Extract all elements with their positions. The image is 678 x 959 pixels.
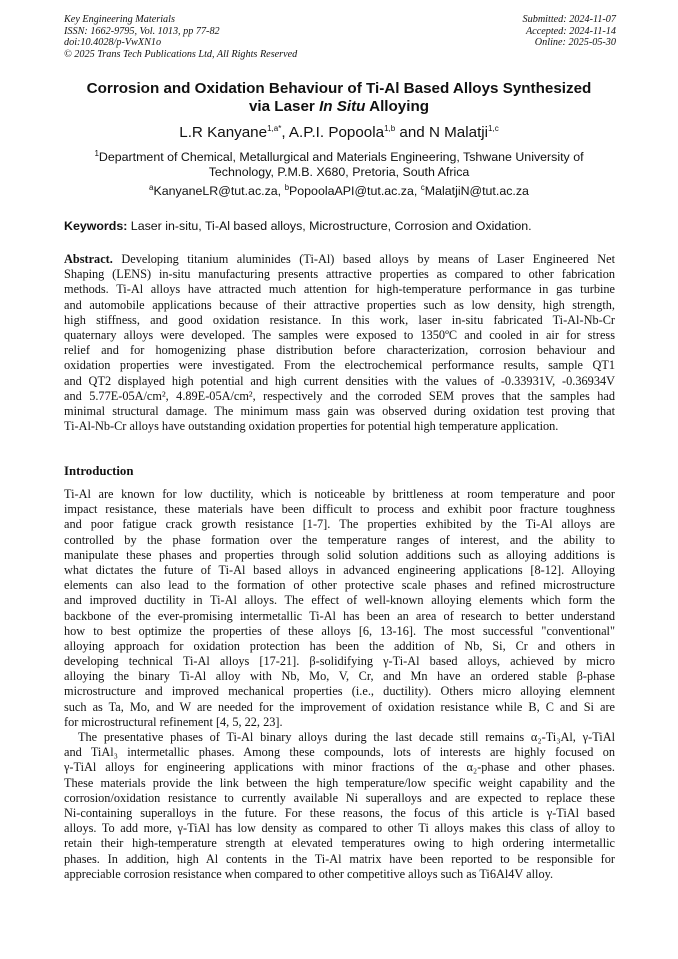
title-text: Alloying bbox=[365, 98, 430, 115]
keywords-text: Laser in-situ, Ti-Al based alloys, Microstructure, Corrosion and Oxidation. bbox=[127, 219, 532, 233]
abstract-line: and QT2 displayed high potential and high current densities with the values of -0.33931V, -0.36934V bbox=[64, 373, 615, 388]
submitted-date: Submitted: 2024-11-07 bbox=[522, 14, 616, 25]
abstract-line: high stiffness, and good oxidation resistance. In this work, laser in-situ fabricated Ti-Al-Nb-Cr bbox=[64, 312, 615, 327]
intro-line: how to best optimize the properties of these alloys [6, 13-16]. The most successful "conventional" bbox=[64, 623, 615, 638]
introduction-body bbox=[64, 487, 615, 882]
author-name: N Malatji bbox=[428, 124, 489, 141]
paper-title bbox=[40, 80, 638, 116]
email-link[interactable]: MalatjiN@tut.ac.za bbox=[424, 184, 529, 198]
affiliation-line-2: Technology, P.M.B. X680, Pretoria, South Africa bbox=[208, 165, 470, 179]
author-separator: , bbox=[281, 124, 289, 141]
accepted-date: Accepted: 2024-11-14 bbox=[525, 25, 616, 37]
intro-line: These materials provide the link between the high temperature/low specific weight capability and the bbox=[64, 775, 615, 790]
intro-line: microstructure and improved mechanical properties (i.e., ductility). Others micro alloying elemnent bbox=[64, 684, 615, 699]
intro-line: Ni-containing superalloys in the future. For these reasons, the focus of this article is γ-TiAl based bbox=[64, 805, 615, 820]
intro-line: elements can also lead to the formation of other protective scale phases and refined microstructure bbox=[64, 578, 615, 593]
intro-line: impact resistance, these materials have been difficult to process and exhibit poor fracture toughness bbox=[64, 502, 615, 517]
abstract-line: methods. Ti-Al alloys have attracted much attention for high-temperature performance in gas turbine bbox=[64, 282, 615, 297]
email-link[interactable]: PopoolaAPI@tut.ac.za, bbox=[289, 184, 421, 198]
keywords-label: Keywords: bbox=[64, 219, 128, 233]
author-name: A.P.I. Popoola bbox=[288, 124, 385, 141]
intro-line: Ti-Al are known for low ductility, which is noticeable by brittleness at room temperature and poor bbox=[64, 487, 615, 501]
affiliation-marker: 1 bbox=[94, 148, 99, 158]
title-line-1: Corrosion and Oxidation Behaviour of Ti-Al Based Alloys Synthesized bbox=[86, 80, 592, 97]
abstract-line: and 5.77E-05A/cm², 4.89E-05A/cm², respectively and the corroded SEM proves that the samples had bbox=[64, 388, 615, 403]
title-italic-text: In Situ bbox=[319, 98, 366, 115]
intro-line: alloying the binary Ti-Al alloy with Nb, Mo, V, Cr, and Mn have an ordered stable β-phase bbox=[64, 669, 615, 684]
journal-header-right bbox=[523, 14, 616, 49]
intro-line: phases. In addition, high Al contents in the Ti-Al matrix have been reported to be responsible for bbox=[64, 851, 615, 866]
intro-line: developing technical Ti-Al alloys [17-21]. β-solidifying γ-Ti-Al based alloys, achieved by micro bbox=[64, 654, 615, 669]
abstract-line: relief and for homogenizing phase distribution before characterization, corrosion behaviour and bbox=[64, 343, 615, 358]
affiliation-line-1 bbox=[84, 150, 594, 165]
author-affil-marker: 1,b bbox=[384, 123, 396, 133]
abstract-line: Shaping (LENS) in-situ manufacturing presents attractive properties as compared to other fabrication bbox=[64, 267, 615, 282]
intro-line: γ-TiAl alloys for engineering applications with minor fractions of the α₂-phase and other phases. bbox=[64, 760, 615, 775]
intro-line: appreciable corrosion resistance when compared to other competitive alloys such as Ti6Al4V alloy. bbox=[64, 866, 554, 881]
author-name: L.R Kanyane bbox=[179, 124, 268, 141]
author-emails bbox=[40, 184, 638, 199]
abstract-text: Developing titanium aluminides (Ti-Al) based alloys by means of Laser Engineered Net bbox=[112, 252, 615, 266]
email-marker: a bbox=[149, 182, 154, 192]
intro-line: corrosion/oxidation resistance to currently available Ni superalloys and are expected to replace these bbox=[64, 790, 615, 805]
abstract bbox=[64, 252, 615, 434]
journal-header-left bbox=[64, 14, 297, 60]
intro-line: and TiAl₃ intermetallic phases. Among these compounds, lots of interests are highly focused on bbox=[64, 745, 615, 760]
abstract-label: Abstract. bbox=[64, 252, 113, 266]
author-affil-marker: 1,a* bbox=[267, 123, 282, 133]
author-affil-marker: 1,c bbox=[488, 123, 499, 133]
keywords bbox=[64, 219, 624, 234]
intro-line: for microstructural refinement [4, 5, 22, 23]. bbox=[64, 714, 283, 729]
journal-name: Key Engineering Materials bbox=[64, 14, 175, 25]
author-list bbox=[40, 124, 638, 142]
email-marker: b bbox=[284, 182, 290, 192]
email-marker: c bbox=[420, 182, 425, 192]
author-separator: and bbox=[395, 124, 429, 141]
intro-line: retain their high-temperature strength at elevated temperatures owing to high ordering intermetallic bbox=[64, 836, 615, 851]
abstract-line bbox=[64, 252, 615, 267]
abstract-line: Ti-Al-Nb-Cr alloys have outstanding oxidation properties for potential high temperature application. bbox=[64, 419, 559, 434]
intro-line: such as Ta, Mo, and W are needed for the improvement of oxidation resistance while B, C and Si are bbox=[64, 699, 615, 714]
issn-volume: ISSN: 1662-9795, Vol. 1013, pp 77-82 bbox=[64, 25, 220, 37]
abstract-line: quaternary alloys were developed. The samples were exposed to 1350ºC and cooled in air for stress bbox=[64, 327, 615, 342]
affiliation bbox=[84, 150, 594, 180]
intro-line: The presentative phases of Ti-Al binary alloys during the last decade still remains α₂-Ti₃Al, γ-TiAl bbox=[78, 730, 615, 744]
abstract-line: minimal structural damage. The minimum mass gain was observed during oxidation test proving that bbox=[64, 403, 615, 418]
copyright: © 2025 Trans Tech Publications Ltd, All Rights Reserved bbox=[64, 48, 298, 60]
intro-line: alloying approach for oxidation protection has been the addition of Nb, Si, Cr and others in bbox=[64, 638, 615, 653]
intro-line: and improved ductility in Ti-Al alloys. The effect of well-known alloying elements which form the bbox=[64, 593, 615, 608]
intro-line: manipulate these phases and properties through solid solution additions such as alloying additions is bbox=[64, 547, 615, 562]
abstract-line: and automobile applications because of their attractive properties such as low density, high strength, bbox=[64, 297, 615, 312]
email-link[interactable]: KanyaneLR@tut.ac.za, bbox=[153, 184, 285, 198]
intro-line: and poor fatigue crack growth resistance [1-7]. The properties exhibited by the Ti-Al alloys are bbox=[64, 517, 615, 532]
section-heading-introduction: Introduction bbox=[64, 464, 134, 478]
affiliation-text: Department of Chemical, Metallurgical and Materials Engineering, Tshwane University of bbox=[98, 150, 584, 164]
intro-line: what dictates the future of Ti-Al based alloys in advanced engineering applications [8-12]. Alloying bbox=[64, 562, 615, 577]
title-text: via Laser bbox=[248, 98, 320, 115]
intro-line: controlled by the phase formation over the temperature ranges of interest, and the ability to bbox=[64, 532, 615, 547]
abstract-line: oxidation properties were investigated. From the electrochemical performance results, sample QT1 bbox=[64, 358, 615, 373]
intro-line: alloys. To add more, γ-TiAl has low density as compared to other Ti alloys makes this class of alloy to bbox=[64, 821, 615, 836]
doi[interactable]: doi:10.4028/p-VwXN1o bbox=[64, 37, 162, 49]
online-date: Online: 2025-05-30 bbox=[534, 37, 616, 49]
intro-line: backbone of the ever-promising intermetallic Ti-Al has been an area of research to better understand bbox=[64, 608, 615, 623]
title-line-2 bbox=[40, 98, 638, 116]
